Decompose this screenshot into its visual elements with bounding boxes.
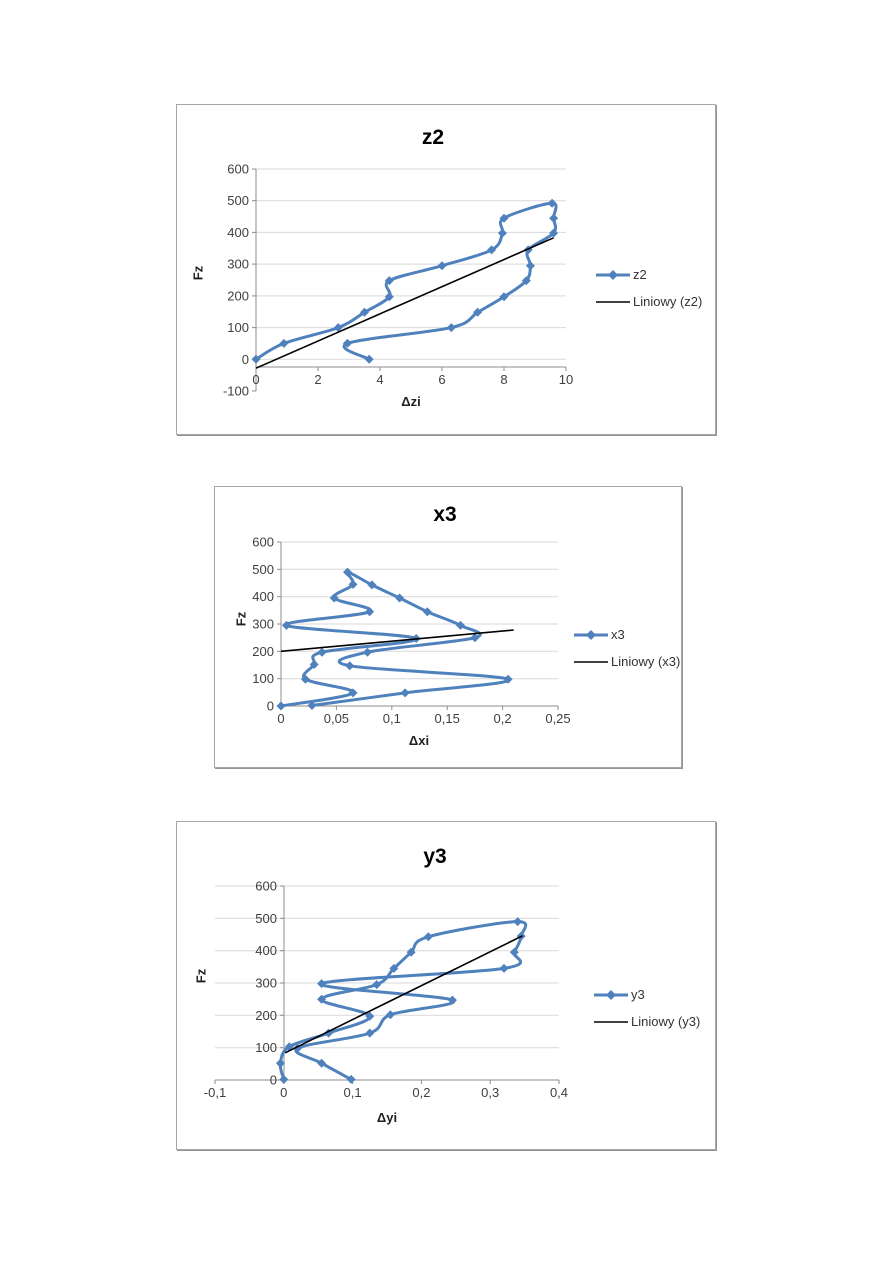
chart-z2-legend[interactable]	[596, 261, 702, 315]
x-tick-label: 6	[438, 372, 446, 387]
data-point-marker	[438, 261, 447, 270]
x3-series-x3	[277, 568, 513, 711]
data-point-marker	[424, 932, 433, 941]
x-tick-label: 2	[314, 372, 322, 387]
y-tick-label: 200	[227, 288, 249, 304]
data-point-marker	[279, 339, 288, 348]
x-tick-label: 0,05	[323, 711, 350, 726]
data-point-marker	[279, 1075, 288, 1084]
z2-gridlines	[256, 169, 566, 359]
x-tick-label: 0,4	[549, 1085, 569, 1100]
legend-trend-label: Liniowy (z2)	[633, 294, 703, 309]
legend-trend-label: Liniowy (x3)	[611, 654, 681, 669]
x-tick-label: 0,2	[412, 1085, 431, 1100]
chart-x3-frame[interactable]	[214, 486, 682, 768]
y-tick-label: 600	[252, 534, 274, 550]
x-tick-label: 0,1	[382, 711, 401, 726]
y-tick-label: 500	[227, 193, 249, 209]
data-point-marker	[318, 648, 327, 657]
series-line-marker-icon	[596, 269, 630, 281]
z2-tick-labels	[223, 162, 573, 399]
x-tick-label: 0	[252, 372, 260, 387]
x-tick-label: 0,1	[343, 1085, 362, 1100]
y-tick-label: 0	[241, 351, 249, 367]
data-point-marker	[363, 648, 372, 657]
legend-row-series	[574, 621, 680, 648]
legend-row-series	[596, 261, 702, 288]
chart-y3-legend[interactable]	[594, 981, 700, 1035]
x3-tick-labels	[252, 535, 570, 727]
y3-series-y3	[276, 917, 526, 1084]
chart-y3-x-axis-title: Δyi	[376, 1110, 398, 1125]
legend-row-trend	[574, 648, 680, 675]
z2-axes	[252, 169, 566, 391]
data-point-marker	[500, 964, 509, 973]
series-line-marker-icon	[594, 989, 628, 1001]
y-tick-label: 600	[255, 878, 277, 894]
y-tick-label: 0	[269, 1072, 277, 1088]
y-tick-label: 400	[255, 943, 277, 959]
chart-z2-frame[interactable]	[176, 104, 716, 435]
x-tick-label: 0	[280, 1085, 288, 1100]
data-point-marker	[345, 661, 354, 670]
y-tick-label: 400	[227, 224, 249, 240]
data-point-marker	[365, 1029, 374, 1038]
y-tick-label: 100	[227, 320, 249, 336]
legend-trend-label: Liniowy (y3)	[631, 1014, 701, 1029]
legend-series-label: x3	[611, 627, 625, 642]
y-tick-label: 100	[255, 1040, 277, 1056]
y-tick-label: -100	[222, 383, 249, 399]
y-tick-label: 500	[255, 910, 277, 926]
chart-z2-y-axis-title: Fz	[190, 265, 206, 281]
data-point-marker	[498, 229, 507, 238]
chart-y3-title: y3	[423, 845, 447, 868]
y-tick-label: 400	[252, 589, 274, 605]
x-tick-label: 0	[277, 711, 285, 726]
legend-series-label: y3	[631, 987, 645, 1002]
chart-x3-x-axis-title: Δxi	[408, 733, 430, 748]
x-tick-label: -0,1	[203, 1085, 227, 1100]
legend-series-label: z2	[633, 267, 647, 282]
chart-y3-y-axis-title: Fz	[193, 968, 209, 984]
trendline-icon	[574, 656, 608, 668]
y-tick-label: 300	[227, 256, 249, 272]
data-point-marker	[526, 261, 535, 270]
chart-z2-title: z2	[421, 126, 445, 149]
data-point-marker	[365, 355, 374, 364]
chart-x3-y-axis-title: Fz	[233, 611, 249, 627]
x3-gridlines	[281, 542, 558, 706]
trendline-icon	[596, 296, 630, 308]
z2-trendline	[256, 238, 554, 368]
data-point-marker	[549, 214, 558, 223]
z2-series-z2	[252, 199, 559, 364]
y3-tick-labels	[204, 879, 568, 1101]
chart-x3-legend[interactable]	[574, 621, 680, 675]
data-point-marker	[401, 688, 410, 697]
x-tick-label: 4	[376, 372, 384, 387]
x-tick-label: 0,3	[481, 1085, 500, 1100]
x-tick-label: 10	[558, 372, 574, 387]
y-tick-label: 500	[252, 561, 274, 577]
y-tick-label: 300	[252, 616, 274, 632]
data-point-marker	[447, 323, 456, 332]
x-tick-label: 0,2	[493, 711, 512, 726]
y-tick-label: 200	[252, 643, 274, 659]
x-tick-label: 0,25	[545, 711, 571, 726]
chart-x3-title: x3	[433, 503, 457, 526]
legend-row-trend	[594, 1008, 700, 1035]
y3-trendline	[285, 936, 522, 1053]
data-point-marker	[277, 702, 286, 711]
y-tick-label: 300	[255, 975, 277, 991]
data-point-marker	[423, 607, 432, 616]
y-tick-label: 600	[227, 161, 249, 177]
series-line-marker-icon	[574, 629, 608, 641]
trendline-icon	[594, 1016, 628, 1028]
legend-row-trend	[596, 288, 702, 315]
x-tick-label: 8	[500, 372, 508, 387]
x-tick-label: 0,15	[434, 711, 460, 726]
series-line	[280, 922, 526, 1080]
y-tick-label: 0	[266, 698, 274, 714]
y-tick-label: 100	[252, 671, 274, 687]
y-tick-label: 200	[255, 1007, 277, 1023]
series-line	[256, 203, 556, 359]
chart-z2-x-axis-title: Δzi	[401, 394, 421, 409]
chart-y3-frame[interactable]	[176, 821, 716, 1150]
legend-row-series	[594, 981, 700, 1008]
